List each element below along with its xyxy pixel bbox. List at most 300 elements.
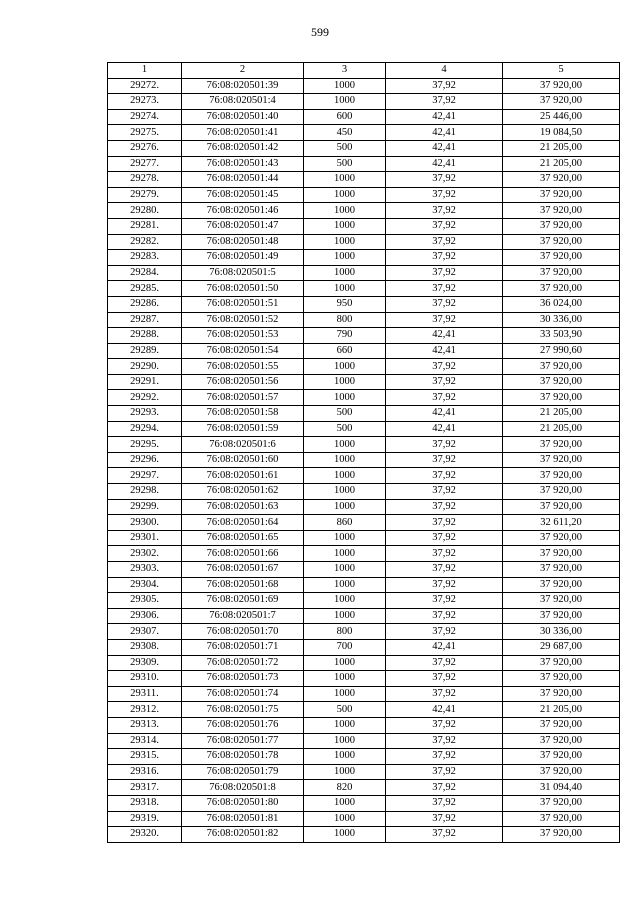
table-row <box>108 328 620 344</box>
table-row <box>108 562 620 578</box>
cadastral-number-cell: 76:08:020501:77 <box>182 733 304 749</box>
rate-cell: 42,41 <box>386 156 503 172</box>
table-row <box>108 468 620 484</box>
column-header: 1 <box>108 63 182 79</box>
amount-cell: 37 920,00 <box>503 203 620 219</box>
amount-cell: 37 920,00 <box>503 172 620 188</box>
area-cell: 1000 <box>304 203 386 219</box>
cadastral-number-cell: 76:08:020501:62 <box>182 484 304 500</box>
table-row <box>108 515 620 531</box>
area-cell: 790 <box>304 328 386 344</box>
table-header-row <box>108 63 620 79</box>
rate-cell: 37,92 <box>386 515 503 531</box>
amount-cell: 37 920,00 <box>503 218 620 234</box>
amount-cell: 37 920,00 <box>503 437 620 453</box>
amount-cell: 29 687,00 <box>503 639 620 655</box>
amount-cell: 21 205,00 <box>503 421 620 437</box>
table-row <box>108 811 620 827</box>
rate-cell: 37,92 <box>386 265 503 281</box>
area-cell: 1000 <box>304 452 386 468</box>
amount-cell: 31 094,40 <box>503 780 620 796</box>
table-row <box>108 530 620 546</box>
area-cell: 500 <box>304 156 386 172</box>
amount-cell: 25 446,00 <box>503 109 620 125</box>
rate-cell: 42,41 <box>386 702 503 718</box>
rate-cell: 37,92 <box>386 94 503 110</box>
row-number-cell: 29287. <box>108 312 182 328</box>
amount-cell: 37 920,00 <box>503 577 620 593</box>
row-number-cell: 29278. <box>108 172 182 188</box>
rate-cell: 37,92 <box>386 484 503 500</box>
cadastral-number-cell: 76:08:020501:81 <box>182 811 304 827</box>
table-row <box>108 546 620 562</box>
cadastral-number-cell: 76:08:020501:69 <box>182 593 304 609</box>
rate-cell: 42,41 <box>386 109 503 125</box>
area-cell: 1000 <box>304 562 386 578</box>
table-row <box>108 764 620 780</box>
table-row <box>108 406 620 422</box>
area-cell: 1000 <box>304 655 386 671</box>
amount-cell: 37 920,00 <box>503 733 620 749</box>
rate-cell: 37,92 <box>386 78 503 94</box>
cadastral-number-cell: 76:08:020501:48 <box>182 234 304 250</box>
amount-cell: 37 920,00 <box>503 593 620 609</box>
area-cell: 820 <box>304 780 386 796</box>
cadastral-number-cell: 76:08:020501:52 <box>182 312 304 328</box>
table-row <box>108 156 620 172</box>
area-cell: 1000 <box>304 484 386 500</box>
amount-cell: 37 920,00 <box>503 484 620 500</box>
rate-cell: 37,92 <box>386 717 503 733</box>
rate-cell: 37,92 <box>386 437 503 453</box>
table-row <box>108 717 620 733</box>
row-number-cell: 29273. <box>108 94 182 110</box>
amount-cell: 37 920,00 <box>503 78 620 94</box>
table-row <box>108 343 620 359</box>
row-number-cell: 29306. <box>108 608 182 624</box>
table-body <box>108 78 620 842</box>
rate-cell: 42,41 <box>386 328 503 344</box>
table-row <box>108 593 620 609</box>
rate-cell: 37,92 <box>386 187 503 203</box>
table-row <box>108 452 620 468</box>
area-cell: 660 <box>304 343 386 359</box>
row-number-cell: 29279. <box>108 187 182 203</box>
column-header: 2 <box>182 63 304 79</box>
amount-cell: 37 920,00 <box>503 468 620 484</box>
cadastral-number-cell: 76:08:020501:54 <box>182 343 304 359</box>
rate-cell: 37,92 <box>386 530 503 546</box>
table-row <box>108 686 620 702</box>
table-row <box>108 312 620 328</box>
table-row <box>108 281 620 297</box>
area-cell: 700 <box>304 639 386 655</box>
table-row <box>108 109 620 125</box>
rate-cell: 37,92 <box>386 499 503 515</box>
amount-cell: 21 205,00 <box>503 702 620 718</box>
table-row <box>108 234 620 250</box>
row-number-cell: 29311. <box>108 686 182 702</box>
cadastral-number-cell: 76:08:020501:71 <box>182 639 304 655</box>
cadastral-number-cell: 76:08:020501:66 <box>182 546 304 562</box>
row-number-cell: 29316. <box>108 764 182 780</box>
rate-cell: 37,92 <box>386 250 503 266</box>
amount-cell: 37 920,00 <box>503 187 620 203</box>
area-cell: 1000 <box>304 437 386 453</box>
rate-cell: 37,92 <box>386 577 503 593</box>
rate-cell: 37,92 <box>386 733 503 749</box>
area-cell: 1000 <box>304 717 386 733</box>
cadastral-number-cell: 76:08:020501:75 <box>182 702 304 718</box>
area-cell: 1000 <box>304 250 386 266</box>
rate-cell: 37,92 <box>386 608 503 624</box>
table-row <box>108 499 620 515</box>
area-cell: 1000 <box>304 577 386 593</box>
row-number-cell: 29283. <box>108 250 182 266</box>
amount-cell: 21 205,00 <box>503 140 620 156</box>
rate-cell: 37,92 <box>386 671 503 687</box>
rate-cell: 37,92 <box>386 686 503 702</box>
area-cell: 950 <box>304 296 386 312</box>
area-cell: 860 <box>304 515 386 531</box>
row-number-cell: 29299. <box>108 499 182 515</box>
rate-cell: 37,92 <box>386 795 503 811</box>
cadastral-number-cell: 76:08:020501:50 <box>182 281 304 297</box>
area-cell: 1000 <box>304 265 386 281</box>
row-number-cell: 29315. <box>108 749 182 765</box>
cadastral-number-cell: 76:08:020501:55 <box>182 359 304 375</box>
rate-cell: 37,92 <box>386 827 503 843</box>
table-row <box>108 265 620 281</box>
cadastral-number-cell: 76:08:020501:72 <box>182 655 304 671</box>
area-cell: 1000 <box>304 608 386 624</box>
amount-cell: 21 205,00 <box>503 406 620 422</box>
table-row <box>108 577 620 593</box>
area-cell: 1000 <box>304 546 386 562</box>
rate-cell: 37,92 <box>386 281 503 297</box>
cadastral-number-cell: 76:08:020501:82 <box>182 827 304 843</box>
area-cell: 1000 <box>304 499 386 515</box>
table-row <box>108 359 620 375</box>
table-row <box>108 94 620 110</box>
area-cell: 1000 <box>304 94 386 110</box>
rate-cell: 37,92 <box>386 359 503 375</box>
row-number-cell: 29317. <box>108 780 182 796</box>
cadastral-number-cell: 76:08:020501:80 <box>182 795 304 811</box>
cadastral-number-cell: 76:08:020501:5 <box>182 265 304 281</box>
cadastral-number-cell: 76:08:020501:4 <box>182 94 304 110</box>
rate-cell: 37,92 <box>386 172 503 188</box>
amount-cell: 37 920,00 <box>503 562 620 578</box>
row-number-cell: 29302. <box>108 546 182 562</box>
amount-cell: 36 024,00 <box>503 296 620 312</box>
table-row <box>108 172 620 188</box>
amount-cell: 37 920,00 <box>503 359 620 375</box>
row-number-cell: 29307. <box>108 624 182 640</box>
amount-cell: 30 336,00 <box>503 312 620 328</box>
amount-cell: 37 920,00 <box>503 827 620 843</box>
rate-cell: 37,92 <box>386 749 503 765</box>
row-number-cell: 29300. <box>108 515 182 531</box>
cadastral-number-cell: 76:08:020501:60 <box>182 452 304 468</box>
rate-cell: 37,92 <box>386 655 503 671</box>
area-cell: 1000 <box>304 187 386 203</box>
cadastral-number-cell: 76:08:020501:73 <box>182 671 304 687</box>
row-number-cell: 29303. <box>108 562 182 578</box>
page-number: 599 <box>311 25 329 39</box>
amount-cell: 37 920,00 <box>503 717 620 733</box>
row-number-cell: 29289. <box>108 343 182 359</box>
row-number-cell: 29314. <box>108 733 182 749</box>
parcel-table <box>107 62 620 843</box>
amount-cell: 21 205,00 <box>503 156 620 172</box>
table-row <box>108 374 620 390</box>
amount-cell: 37 920,00 <box>503 94 620 110</box>
cadastral-number-cell: 76:08:020501:65 <box>182 530 304 546</box>
amount-cell: 32 611,20 <box>503 515 620 531</box>
row-number-cell: 29318. <box>108 795 182 811</box>
rate-cell: 37,92 <box>386 203 503 219</box>
amount-cell: 37 920,00 <box>503 608 620 624</box>
amount-cell: 37 920,00 <box>503 686 620 702</box>
amount-cell: 37 920,00 <box>503 546 620 562</box>
cadastral-number-cell: 76:08:020501:76 <box>182 717 304 733</box>
rate-cell: 37,92 <box>386 390 503 406</box>
rate-cell: 42,41 <box>386 639 503 655</box>
table-row <box>108 624 620 640</box>
table-row <box>108 187 620 203</box>
area-cell: 1000 <box>304 827 386 843</box>
row-number-cell: 29286. <box>108 296 182 312</box>
rate-cell: 37,92 <box>386 764 503 780</box>
cadastral-number-cell: 76:08:020501:51 <box>182 296 304 312</box>
row-number-cell: 29313. <box>108 717 182 733</box>
row-number-cell: 29320. <box>108 827 182 843</box>
amount-cell: 27 990,60 <box>503 343 620 359</box>
amount-cell: 37 920,00 <box>503 795 620 811</box>
amount-cell: 37 920,00 <box>503 374 620 390</box>
area-cell: 1000 <box>304 78 386 94</box>
rate-cell: 37,92 <box>386 296 503 312</box>
rate-cell: 37,92 <box>386 468 503 484</box>
row-number-cell: 29276. <box>108 140 182 156</box>
row-number-cell: 29288. <box>108 328 182 344</box>
table-row <box>108 421 620 437</box>
cadastral-number-cell: 76:08:020501:45 <box>182 187 304 203</box>
rate-cell: 42,41 <box>386 140 503 156</box>
cadastral-number-cell: 76:08:020501:39 <box>182 78 304 94</box>
cadastral-number-cell: 76:08:020501:78 <box>182 749 304 765</box>
table-row <box>108 203 620 219</box>
table-row <box>108 437 620 453</box>
table-row <box>108 655 620 671</box>
row-number-cell: 29319. <box>108 811 182 827</box>
table-row <box>108 827 620 843</box>
row-number-cell: 29281. <box>108 218 182 234</box>
area-cell: 1000 <box>304 733 386 749</box>
amount-cell: 37 920,00 <box>503 281 620 297</box>
area-cell: 800 <box>304 624 386 640</box>
cadastral-number-cell: 76:08:020501:64 <box>182 515 304 531</box>
area-cell: 1000 <box>304 795 386 811</box>
rate-cell: 37,92 <box>386 593 503 609</box>
cadastral-number-cell: 76:08:020501:56 <box>182 374 304 390</box>
table-row <box>108 484 620 500</box>
row-number-cell: 29277. <box>108 156 182 172</box>
cadastral-number-cell: 76:08:020501:8 <box>182 780 304 796</box>
cadastral-number-cell: 76:08:020501:42 <box>182 140 304 156</box>
row-number-cell: 29296. <box>108 452 182 468</box>
column-header: 5 <box>503 63 620 79</box>
cadastral-number-cell: 76:08:020501:68 <box>182 577 304 593</box>
rate-cell: 37,92 <box>386 218 503 234</box>
cadastral-number-cell: 76:08:020501:63 <box>182 499 304 515</box>
row-number-cell: 29293. <box>108 406 182 422</box>
row-number-cell: 29284. <box>108 265 182 281</box>
rate-cell: 42,41 <box>386 125 503 141</box>
area-cell: 500 <box>304 140 386 156</box>
table-row <box>108 639 620 655</box>
row-number-cell: 29290. <box>108 359 182 375</box>
rate-cell: 42,41 <box>386 421 503 437</box>
amount-cell: 37 920,00 <box>503 530 620 546</box>
area-cell: 1000 <box>304 530 386 546</box>
amount-cell: 37 920,00 <box>503 499 620 515</box>
column-header: 3 <box>304 63 386 79</box>
cadastral-number-cell: 76:08:020501:6 <box>182 437 304 453</box>
rate-cell: 42,41 <box>386 406 503 422</box>
cadastral-number-cell: 76:08:020501:43 <box>182 156 304 172</box>
area-cell: 1000 <box>304 281 386 297</box>
row-number-cell: 29304. <box>108 577 182 593</box>
cadastral-number-cell: 76:08:020501:47 <box>182 218 304 234</box>
cadastral-number-cell: 76:08:020501:57 <box>182 390 304 406</box>
area-cell: 1000 <box>304 749 386 765</box>
area-cell: 500 <box>304 406 386 422</box>
area-cell: 1000 <box>304 764 386 780</box>
area-cell: 800 <box>304 312 386 328</box>
table-row <box>108 702 620 718</box>
row-number-cell: 29298. <box>108 484 182 500</box>
cadastral-number-cell: 76:08:020501:67 <box>182 562 304 578</box>
amount-cell: 37 920,00 <box>503 452 620 468</box>
area-cell: 1000 <box>304 811 386 827</box>
table-row <box>108 125 620 141</box>
cadastral-number-cell: 76:08:020501:49 <box>182 250 304 266</box>
area-cell: 500 <box>304 421 386 437</box>
table-row <box>108 140 620 156</box>
area-cell: 600 <box>304 109 386 125</box>
rate-cell: 37,92 <box>386 624 503 640</box>
area-cell: 1000 <box>304 234 386 250</box>
row-number-cell: 29301. <box>108 530 182 546</box>
area-cell: 500 <box>304 702 386 718</box>
rate-cell: 37,92 <box>386 452 503 468</box>
amount-cell: 37 920,00 <box>503 671 620 687</box>
cadastral-number-cell: 76:08:020501:7 <box>182 608 304 624</box>
cadastral-number-cell: 76:08:020501:70 <box>182 624 304 640</box>
row-number-cell: 29272. <box>108 78 182 94</box>
amount-cell: 37 920,00 <box>503 234 620 250</box>
cadastral-number-cell: 76:08:020501:74 <box>182 686 304 702</box>
row-number-cell: 29309. <box>108 655 182 671</box>
table-row <box>108 671 620 687</box>
area-cell: 1000 <box>304 374 386 390</box>
cadastral-number-cell: 76:08:020501:58 <box>182 406 304 422</box>
area-cell: 1000 <box>304 593 386 609</box>
rate-cell: 37,92 <box>386 546 503 562</box>
row-number-cell: 29312. <box>108 702 182 718</box>
cadastral-number-cell: 76:08:020501:59 <box>182 421 304 437</box>
cadastral-number-cell: 76:08:020501:79 <box>182 764 304 780</box>
table-row <box>108 608 620 624</box>
table-row <box>108 795 620 811</box>
row-number-cell: 29294. <box>108 421 182 437</box>
row-number-cell: 29292. <box>108 390 182 406</box>
area-cell: 1000 <box>304 468 386 484</box>
column-header: 4 <box>386 63 503 79</box>
rate-cell: 37,92 <box>386 780 503 796</box>
rate-cell: 37,92 <box>386 562 503 578</box>
row-number-cell: 29295. <box>108 437 182 453</box>
rate-cell: 42,41 <box>386 343 503 359</box>
rate-cell: 37,92 <box>386 234 503 250</box>
rate-cell: 37,92 <box>386 312 503 328</box>
row-number-cell: 29282. <box>108 234 182 250</box>
cadastral-number-cell: 76:08:020501:53 <box>182 328 304 344</box>
row-number-cell: 29291. <box>108 374 182 390</box>
area-cell: 450 <box>304 125 386 141</box>
area-cell: 1000 <box>304 218 386 234</box>
amount-cell: 37 920,00 <box>503 390 620 406</box>
amount-cell: 37 920,00 <box>503 811 620 827</box>
table-row <box>108 250 620 266</box>
row-number-cell: 29310. <box>108 671 182 687</box>
row-number-cell: 29274. <box>108 109 182 125</box>
amount-cell: 37 920,00 <box>503 764 620 780</box>
amount-cell: 37 920,00 <box>503 265 620 281</box>
cadastral-number-cell: 76:08:020501:46 <box>182 203 304 219</box>
table-row <box>108 78 620 94</box>
amount-cell: 33 503,90 <box>503 328 620 344</box>
table-row <box>108 218 620 234</box>
area-cell: 1000 <box>304 686 386 702</box>
cadastral-number-cell: 76:08:020501:41 <box>182 125 304 141</box>
row-number-cell: 29285. <box>108 281 182 297</box>
row-number-cell: 29297. <box>108 468 182 484</box>
table-row <box>108 733 620 749</box>
rate-cell: 37,92 <box>386 374 503 390</box>
cadastral-number-cell: 76:08:020501:40 <box>182 109 304 125</box>
row-number-cell: 29275. <box>108 125 182 141</box>
amount-cell: 37 920,00 <box>503 749 620 765</box>
table-row <box>108 390 620 406</box>
area-cell: 1000 <box>304 390 386 406</box>
amount-cell: 37 920,00 <box>503 655 620 671</box>
table-row <box>108 749 620 765</box>
row-number-cell: 29305. <box>108 593 182 609</box>
area-cell: 1000 <box>304 172 386 188</box>
table-row <box>108 780 620 796</box>
area-cell: 1000 <box>304 671 386 687</box>
amount-cell: 37 920,00 <box>503 250 620 266</box>
row-number-cell: 29280. <box>108 203 182 219</box>
table-row <box>108 296 620 312</box>
amount-cell: 19 084,50 <box>503 125 620 141</box>
area-cell: 1000 <box>304 359 386 375</box>
amount-cell: 30 336,00 <box>503 624 620 640</box>
rate-cell: 37,92 <box>386 811 503 827</box>
